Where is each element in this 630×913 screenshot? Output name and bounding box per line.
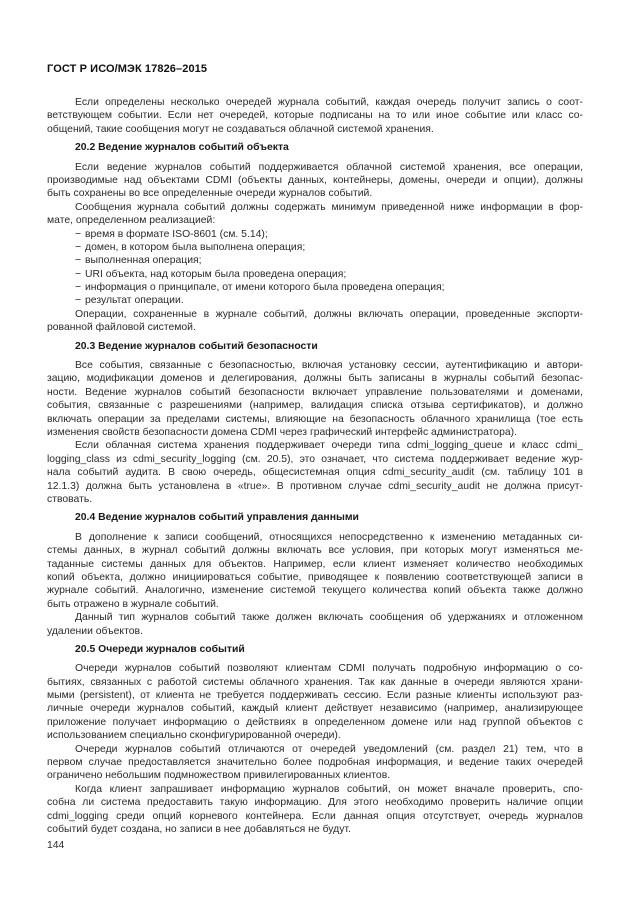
- text-line: ности. Ведение журналов событий безопасности включает управление пользователями и доменами,: [47, 386, 583, 398]
- text-line: рованной файловой системой.: [47, 322, 196, 334]
- text-line: таданные системы данных для объектов. Например, если клиент изменяет количество необходимых: [47, 558, 583, 570]
- text-line: события, связанные с разрешениями (например, валидация списка отзыва сертификатов), и должно: [47, 400, 583, 412]
- dash-bullet-icon: −: [75, 241, 82, 253]
- text-line: удалении объектов.: [47, 625, 143, 637]
- paragraph: [47, 662, 583, 742]
- paragraph: [47, 743, 583, 783]
- list-item: [47, 268, 583, 281]
- list-item: [47, 281, 583, 294]
- text-line: первом случае предоставляется значительно более подробная информация, и ведение таких очередей: [47, 757, 583, 769]
- list-item: [47, 228, 583, 241]
- text-line: копий объекта, должно инициироваться событие, приводящее к появлению соответствующей записи в: [47, 571, 583, 583]
- text-line: ствовать.: [47, 493, 93, 505]
- paragraph: [47, 161, 583, 201]
- paragraph: [47, 439, 583, 506]
- paragraph: [47, 611, 583, 638]
- text-line: событий будет создана, но записи в нее добавляться не будут.: [47, 823, 351, 835]
- document-body: [47, 96, 583, 836]
- text-line: Очереди журналов событий позволяют клиентам CDMI получать подробную информацию о со-: [75, 663, 583, 675]
- paragraph: [47, 531, 583, 611]
- text-line: собна ли система предоставить такую информацию. Для этого необходимо проверить наличие опции: [47, 797, 583, 809]
- dash-bullet-icon: −: [75, 268, 82, 280]
- list-item: [47, 241, 583, 254]
- section-heading: 20.4 Ведение журналов событий управления данными: [75, 512, 359, 524]
- text-line: Все события, связанные с безопасностью, включая установку сессии, аутентификацию и автори-: [75, 360, 583, 372]
- text-line: Данный тип журналов событий также должен включать сообщения об удержаниях и отложенном: [75, 612, 583, 624]
- text-line: Если определены несколько очередей журнала событий, каждая очередь получит запись о соот-: [75, 97, 583, 108]
- text-line: быть отражено в журнале событий.: [47, 598, 219, 610]
- text-line: 12.1.3) должна быть установлена в «true». В противном случае cdmi_security_audit не должна присут-: [47, 480, 583, 492]
- text-line: ограничено небольшим подмножеством привилегированных клиентов.: [47, 770, 391, 782]
- text-line: cdmi_logging среди опций корневого контейнера. Если данная опция отсутствует, очередь журналов: [47, 810, 583, 822]
- dash-bullet-icon: −: [75, 282, 82, 294]
- text-line: личные очереди журналов событий, каждый клиент действует независимо (например, анализирующее: [47, 703, 583, 715]
- section-heading: 20.3 Ведение журналов событий безопасности: [75, 340, 318, 352]
- page-number: 144: [47, 840, 65, 851]
- text-line: бытиях, связанных с работой системы облачного хранения. Так как данные в очереди являются храни-: [47, 676, 583, 688]
- text-line: Очереди журналов событий отличаются от очередей уведомлений (см. раздел 21) тем, что в: [75, 743, 583, 755]
- dash-bullet-icon: −: [75, 295, 82, 307]
- text-line: мыми (persistent), от клиента не требуется поддерживать сессию. Если разные клиенты используют раз-: [47, 690, 583, 702]
- list-item: [47, 294, 583, 307]
- dash-bullet-icon: −: [75, 255, 82, 267]
- list-item-text: информация о принципале, от имени которого была проведена операция;: [85, 282, 445, 294]
- text-line: журнале событий. Аналогично, изменение системой текущего количества копий объекта также должно: [47, 585, 583, 597]
- list-item: [47, 254, 583, 267]
- text-line: общений, такие сообщения могут не создаваться облачной системой хранения.: [47, 123, 434, 135]
- paragraph: [47, 201, 583, 228]
- section-heading: 20.5 Очереди журналов событий: [75, 643, 245, 655]
- list-item-text: результат операции.: [85, 295, 184, 307]
- text-line: стемы данных, в журнал событий должны включать все условия, при которых могут изменяться ме-: [47, 545, 583, 557]
- text-line: Если ведение журналов событий поддерживается облачной системой хранения, все операции,: [75, 161, 583, 173]
- text-line: Когда клиент запрашивает информацию журналов событий, он может вначале проверить, спо-: [75, 783, 583, 795]
- list-item-text: время в формате ISO-8601 (см. 5.14);: [85, 228, 268, 240]
- text-line: быть сохранены во все определенные очереди журналов событий.: [47, 188, 373, 200]
- bullet-list: [47, 228, 583, 308]
- text-line: приложение получает информацию о действиях в определенном домене или над группой объектов с: [47, 716, 583, 728]
- text-line: изменения свойств безопасности домена CDMI через графический интерфейс администратора).: [47, 427, 517, 439]
- paragraph: [47, 308, 583, 335]
- dash-bullet-icon: −: [75, 228, 82, 240]
- paragraph: [47, 783, 583, 837]
- list-item-text: выполненная операция;: [85, 255, 202, 267]
- text-line: производимые над объектами CDMI (объекты данных, контейнеры, домены, очереди и опции), должны: [47, 174, 583, 186]
- text-line: Сообщения журнала событий должны содержать минимум приведенной ниже информации в фор-: [75, 201, 583, 213]
- list-item-text: URI объекта, над которым была проведена операция;: [85, 268, 347, 280]
- text-line: logging_class из cdmi_security_logging (см. 20.5), это означает, что система поддерживает ведение жур-: [47, 453, 583, 465]
- paragraph: [47, 96, 583, 136]
- paragraph: [47, 359, 583, 439]
- text-line: зацию, модификации доменов и делегирования, должны быть записаны в журналы событий безопас-: [47, 373, 583, 385]
- section-heading: 20.2 Ведение журналов событий объекта: [75, 142, 289, 154]
- text-line: включать операции за пределами системы, влияющие на безопасность облачного хранилища (тое есть: [47, 413, 583, 425]
- text-line: ветствующем событии. Если нет очередей, которые подписаны на то или иное событие или класс со-: [47, 110, 583, 122]
- document-header: ГОСТ Р ИСО/МЭК 17826–2015: [47, 63, 208, 75]
- text-line: В дополнение к записи сообщений, относящихся непосредственно к изменению метаданных си-: [75, 531, 583, 543]
- list-item-text: домен, в котором была выполнена операция;: [85, 241, 306, 253]
- text-line: мате, определенном реализацией:: [47, 215, 216, 227]
- text-line: использованием специально сконфигурированной очереди).: [47, 730, 341, 742]
- text-line: Операции, сохраненные в журнале событий, должны включать операции, проведенные экспорти-: [75, 308, 583, 320]
- text-line: Если облачная система хранения поддерживает очереди типа cdmi_logging_queue и класс cdmi_: [75, 440, 583, 452]
- text-line: нала событий аудита. В свою очередь, общесистемная опция cdmi_security_audit (см. таблицу 101 в: [47, 467, 583, 479]
